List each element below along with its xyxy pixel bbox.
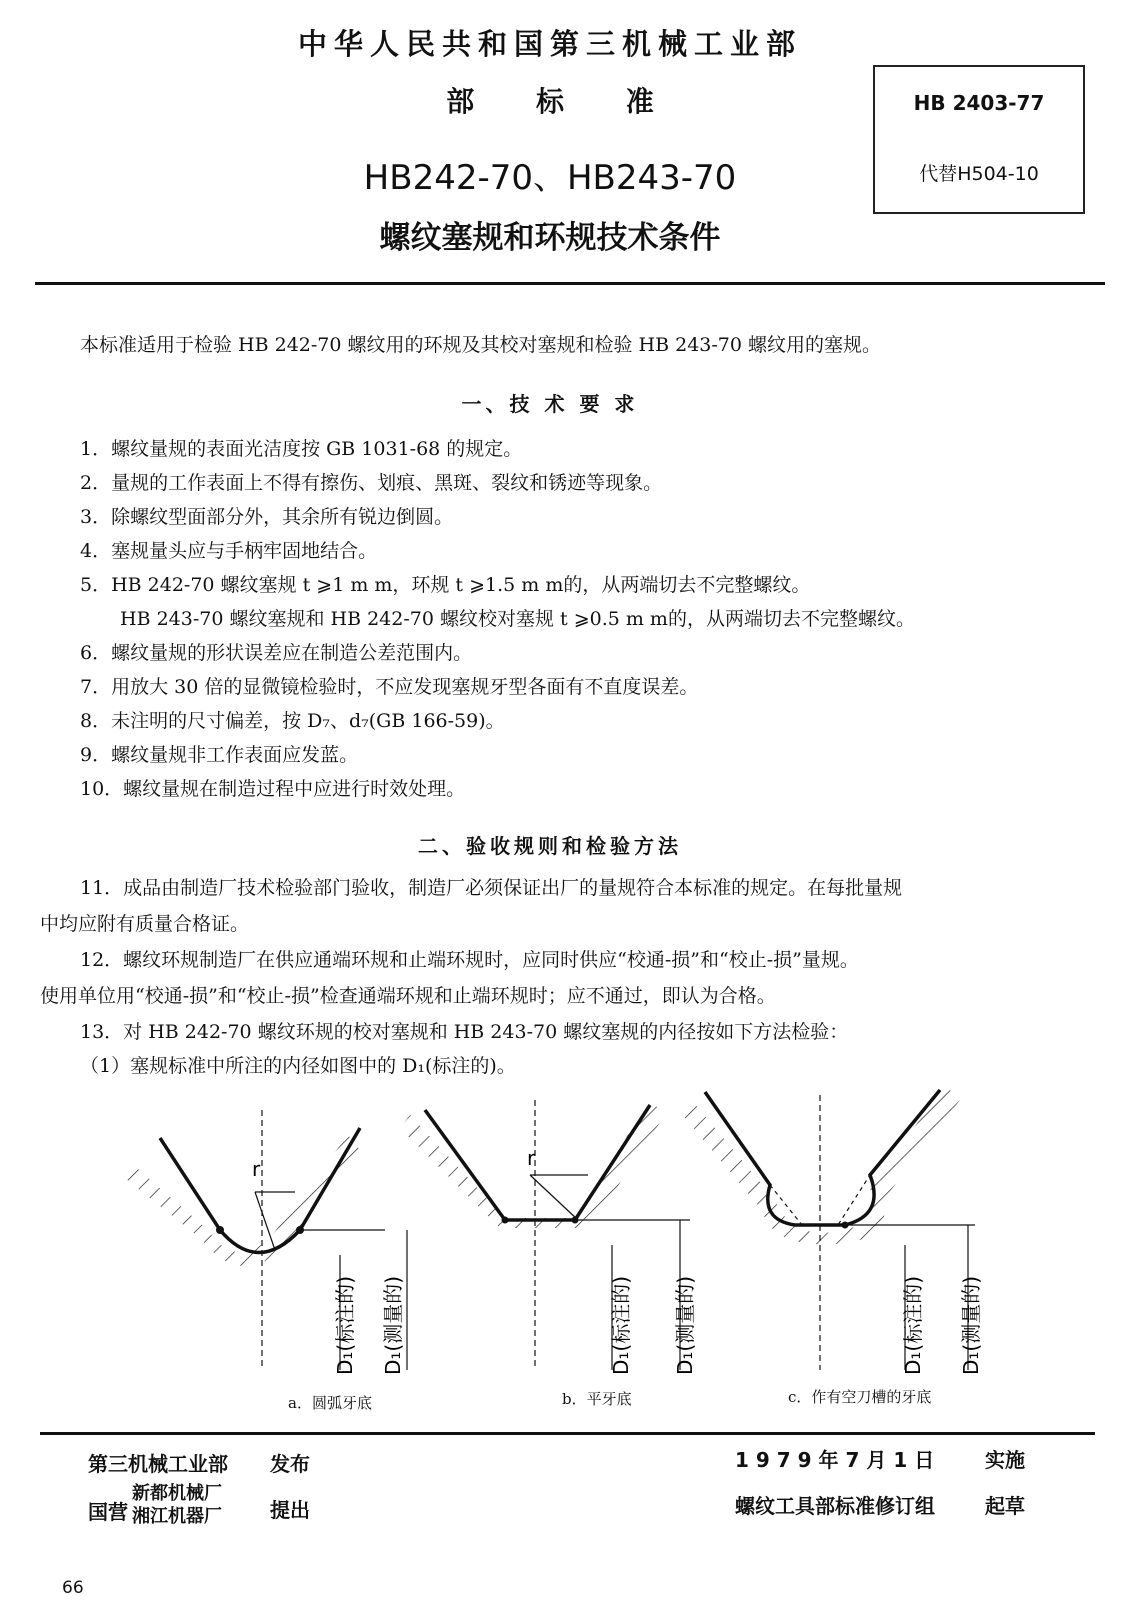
standard-number-box [873, 65, 1085, 214]
requirement-item-continued: HB 243-70 螺纹塞规和 HB 242-70 螺纹校对塞规 t ⩾0.5 m m的，从两端切去不完整螺纹。 [120, 608, 915, 630]
figure-a-measured-label: D₁(测量的) [381, 1275, 405, 1375]
figure-c-marked-label: D₁(标注的) [901, 1275, 925, 1375]
requirement-item: 5．HB 242-70 螺纹塞规 t ⩾1 m m，环规 t ⩾1.5 m m的，从两端切去不完整螺纹。 [80, 574, 811, 596]
figure-c-caption: c．作有空刀槽的牙底 [788, 1388, 932, 1406]
figure-b-marked-label: D₁(标注的) [609, 1275, 633, 1375]
clause-12-line1: 12．螺纹环规制造厂在供应通端环规和止端环规时，应同时供应“校通-损”和“校止-损”量规。 [80, 949, 859, 971]
figure-b-caption: b．平牙底 [562, 1390, 632, 1408]
section2-heading: 二、验收规则和检验方法 [418, 834, 682, 858]
figure-c-undercut-root [680, 1085, 983, 1375]
footer-divider [40, 1432, 1095, 1435]
figure-a-r-label: r [252, 1157, 261, 1181]
header-divider [35, 282, 1105, 285]
requirement-item: 3．除螺纹型面部分外，其余所有锐边倒圆。 [80, 506, 454, 528]
clause-13: 13．对 HB 242-70 螺纹环规的校对塞规和 HB 243-70 螺纹塞规的内径按如下方法检验： [80, 1021, 849, 1043]
clause-13-1: （1）塞规标准中所注的内径如图中的 D₁(标注的)。 [80, 1055, 516, 1077]
replaces-note: 代替H504-10 [919, 163, 1039, 185]
ministry-name: 中华人民共和国第三机械工业部 [297, 27, 802, 61]
requirement-item: 4．塞规量头应与手柄牢固地结合。 [80, 540, 378, 562]
publish-label: 发布 [270, 1452, 310, 1476]
intro-paragraph: 本标准适用于检验 HB 242-70 螺纹用的环规及其校对塞规和检验 HB 243-70 螺纹用的塞规。 [80, 334, 882, 356]
propose-label: 提出 [270, 1498, 310, 1522]
implementation-date: 1 9 7 9 年 7 月 1 日 [735, 1448, 935, 1472]
document-title: 螺纹塞规和环规技术条件 [379, 220, 721, 256]
requirement-item: 2．量规的工作表面上不得有擦伤、划痕、黑斑、裂纹和锈迹等现象。 [80, 472, 663, 494]
standard-number: HB 2403-77 [913, 91, 1045, 115]
drafting-group: 螺纹工具部标准修订组 [735, 1494, 935, 1518]
requirement-item: 9．螺纹量规非工作表面应发蓝。 [80, 744, 359, 766]
standard-type: 部 标 准 [446, 85, 654, 118]
figure-a-caption: a．圆弧牙底 [288, 1394, 372, 1412]
section1-heading: 一、技 术 要 求 [461, 392, 639, 416]
figure-a-round-root [120, 1110, 407, 1375]
clause-11-line1: 11．成品由制造厂技术检验部门验收，制造厂必须保证出厂的量规符合本标准的规定。在每批量规 [80, 877, 903, 899]
publisher-name: 第三机械工业部 [88, 1452, 228, 1476]
requirement-item: 1．螺纹量规的表面光洁度按 GB 1031-68 的规定。 [80, 438, 523, 460]
proposer-factory-1: 新都机械厂 [132, 1483, 222, 1504]
figure-b-r-label: r [527, 1146, 536, 1170]
requirement-item: 8．未注明的尺寸偏差，按 D₇、d₇(GB 166-59)。 [80, 710, 505, 732]
implement-label: 实施 [985, 1448, 1025, 1472]
thread-root-figures [0, 1070, 1139, 1420]
proposer-factory-2: 湘江机器厂 [132, 1506, 222, 1527]
requirement-item: 10．螺纹量规在制造过程中应进行时效处理。 [80, 778, 466, 800]
requirement-item: 7．用放大 30 倍的显微镜检验时，不应发现塞规牙型各面有不直度误差。 [80, 676, 699, 698]
figure-b-measured-label: D₁(测量的) [673, 1275, 697, 1375]
figure-b-flat-root [400, 1100, 697, 1375]
page-number: 66 [62, 1578, 84, 1598]
clause-12-line2: 使用单位用“校通-损”和“校止-损”检查通端环规和止端环规时；应不通过，即认为合格。 [40, 985, 776, 1007]
figure-a-marked-label: D₁(标注的) [333, 1275, 357, 1375]
figure-c-measured-label: D₁(测量的) [959, 1275, 983, 1375]
standard-codes: HB242-70、HB243-70 [363, 158, 737, 198]
proposer-prefix: 国营 [88, 1500, 128, 1524]
requirement-item: 6．螺纹量规的形状误差应在制造公差范围内。 [80, 642, 473, 664]
clause-11-line2: 中均应附有质量合格证。 [40, 913, 250, 935]
draft-label: 起草 [985, 1494, 1025, 1518]
